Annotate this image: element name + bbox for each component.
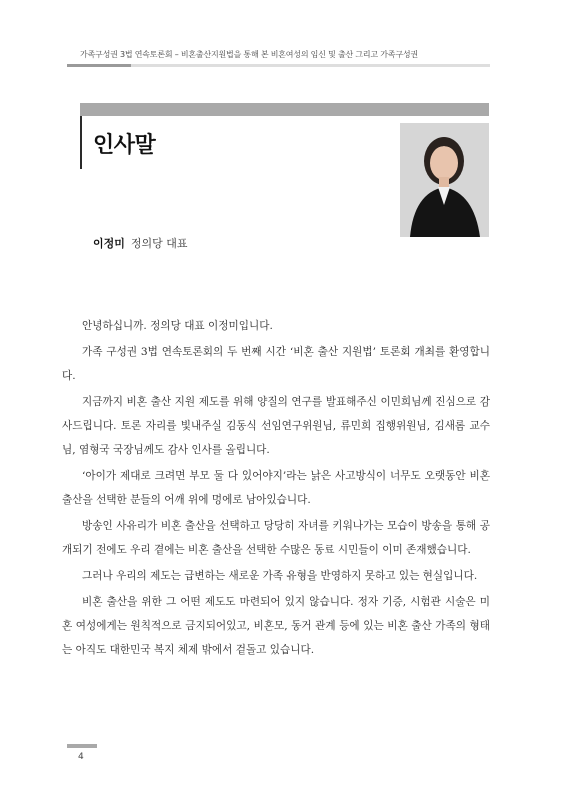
author-portrait	[400, 123, 489, 237]
author-name: 이정미	[93, 237, 125, 250]
paragraph: ‘아이가 제대로 크려면 부모 둘 다 있어야지’라는 낡은 사고방식이 너무도 오랫동안 비혼 출산을 선택한 분들의 어깨 위에 멍에로 남아있습니다.	[62, 470, 490, 506]
title-accent-line	[80, 116, 82, 169]
paragraph: 방송인 사유리가 비혼 출산을 선택하고 당당히 자녀를 키워나가는 모습이 방송을 통해 공개되기 전에도 우리 곁에는 비혼 출산을 선택한 수많은 동료 시민들이 이미 존재했습니다.	[62, 520, 490, 556]
author-role: 정의당 대표	[130, 237, 188, 250]
page-title: 인사말	[93, 133, 156, 158]
running-header: 가족구성권 3법 연속토론회 – 비혼출산지원법을 통해 본 비혼여성의 임신 및 출산 그리고 가족구성권	[80, 50, 418, 59]
greeting-body	[62, 314, 490, 664]
paragraph: 그러나 우리의 제도는 급변하는 새로운 가족 유형을 반영하지 못하고 있는 현실입니다.	[82, 570, 478, 582]
footer-rule	[67, 744, 97, 748]
paragraph: 가족 구성권 3법 연속토론회의 두 번째 시간 ‘비혼 출산 지원법’ 토론회 개최를 환영합니다.	[62, 346, 490, 382]
page-number: 4	[78, 752, 84, 762]
header-rule-accent	[67, 64, 131, 67]
paragraph: 비혼 출산을 위한 그 어떤 제도도 마련되어 있지 않습니다. 정자 기증, 시험관 시술은 미혼 여성에게는 원칙적으로 금지되어있고, 비혼모, 동거 관계 등에 있는 비혼 출산 가족의 형태는 아직도 대한민국 복지 체제 밖에서 겉돌고 있습니다.	[62, 596, 490, 656]
title-bar	[80, 103, 489, 116]
paragraph: 안녕하십니까. 정의당 대표 이정미입니다.	[82, 320, 273, 332]
paragraph: 지금까지 비혼 출산 지원 제도를 위해 양질의 연구를 발표해주신 이민희님께 진심으로 감사드립니다. 토론 자리를 빛내주실 김동식 선임연구위원님, 류민희 집행위원님, 김새롬 교수님, 염형국 국장님께도 감사 인사를 올립니다.	[62, 396, 490, 456]
byline	[93, 235, 188, 251]
portrait-photo	[400, 123, 489, 237]
